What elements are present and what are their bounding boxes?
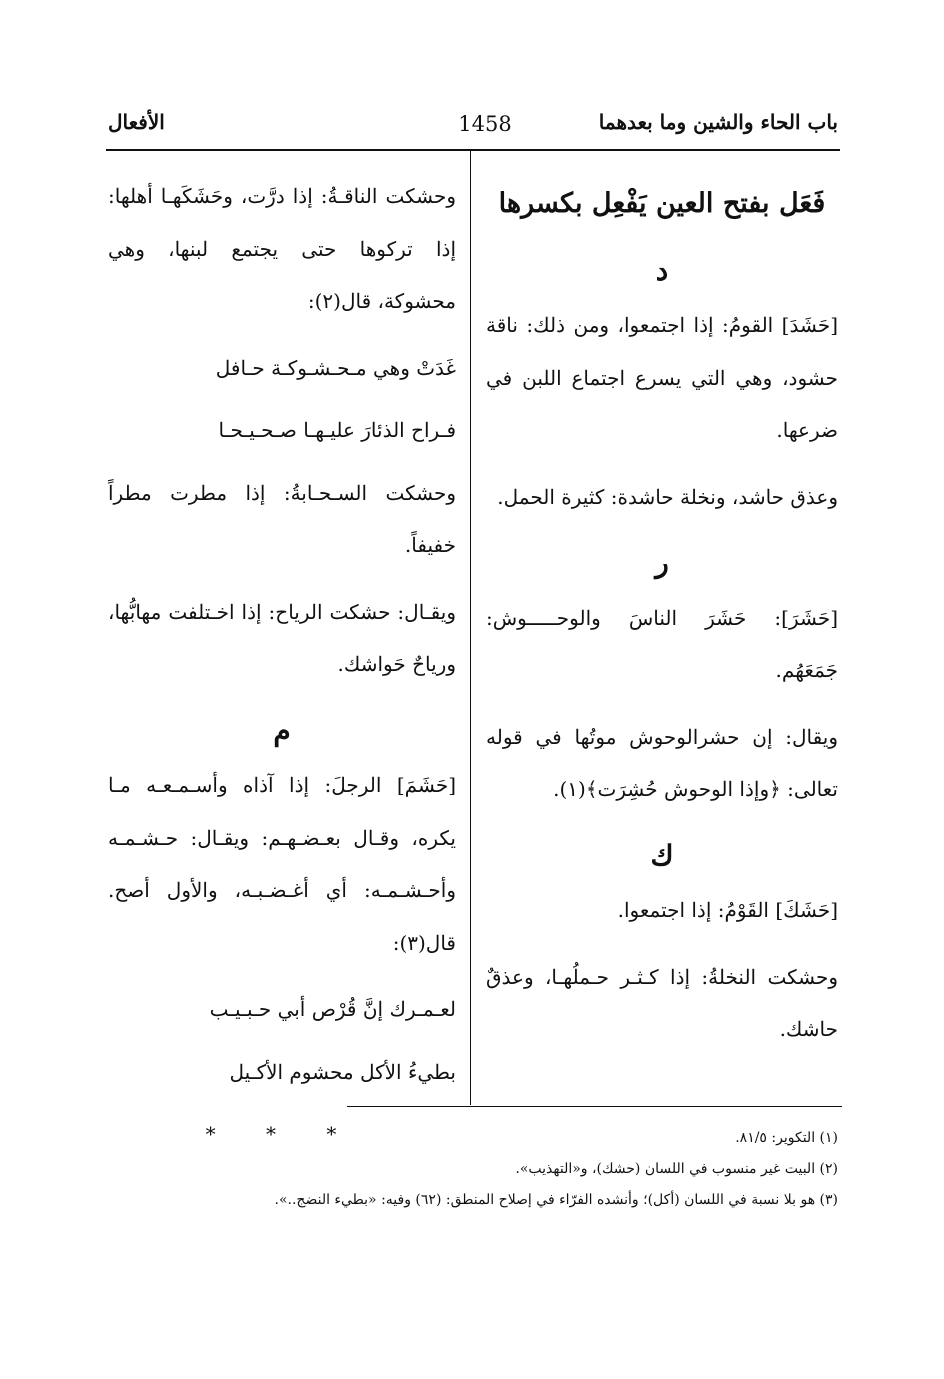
letter-heading-k: ك — [650, 838, 674, 872]
entry-hashakat-nakhla: وحشكت النخلةُ: إذا كـثـر حـملُهـا، وعذقٌ حاشك. — [486, 964, 838, 1041]
column-divider — [470, 151, 471, 1105]
footnote-rule — [347, 1106, 842, 1107]
footnote-1: (١) التكوير: ٨١/٥. — [735, 1130, 838, 1146]
verse-line: بطيءُ الأكل محشوم الأكـيل — [229, 1059, 456, 1084]
pattern-heading: فَعَل بفتح العين يَفْعِل بكسرها — [498, 188, 826, 219]
section-end-stars: * * * — [205, 1122, 359, 1146]
entry-hashama: [حَشَمَ] الرجلَ: إذا آذاه وأسـمـعـه مـا يكره، وقـال بعـضـهـم: ويقـال: حـشـمـه وأحـشـمـه: أي أغـضـبـه، والأول أصح. قال(٣): — [108, 773, 456, 955]
entry-hashr-wuhush: ويقال: إن حشرالوحوش موتُها في قوله تعالى: ﴿وإذا الوحوش حُشِرَت﴾(١). — [486, 724, 838, 801]
footnote-2: (٢) البيت غير منسوب في اللسان (حشك)، و«التهذيب». — [515, 1161, 838, 1177]
entry-hashakat-naqa: وحشكت الناقـةُ: إذا درَّت، وحَشَكَهـا أهلها: إذا تركوها حتى يجتمع لبنها، وهي محشوكة، قال(٢): — [108, 184, 456, 313]
entry-hashaka: [حَشَكَ] القَوْمُ: إذا اجتمعوا. — [617, 898, 838, 922]
entry-hashakat-sahaba: وحشكت السـحـابةُ: إذا مطرت مطراً خفيفاً. — [108, 480, 456, 557]
entry-hashakat-riyah: ويقـال: حشكت الرياح: إذا اخـتلفت مهابُّها، ورياحٌ حَواشك. — [108, 599, 456, 676]
letter-heading-m: م — [273, 713, 291, 747]
header-rule — [106, 149, 840, 151]
letter-heading-r: ر — [655, 546, 669, 579]
entry-hashid: وعذق حاشد، ونخلة حاشدة: كثيرة الحمل. — [497, 484, 838, 509]
entry-hashada: [حَشَدَ] القومُ: إذا اجتمعوا، ومن ذلك: ناقة حشود، وهي التي يسرع اجتماع اللبن في ضرعها. — [486, 313, 838, 442]
chapter-title: باب الحاء والشين وما بعدهما — [598, 110, 838, 134]
entry-hashara: [حَشَرَ]: حَشَرَ الناسَ والوحـــــوش: جَمَعَهُم. — [486, 605, 838, 682]
verse-line: غَدَتْ وهي مـحـشـوكـة حـافل — [215, 355, 456, 380]
page-number: 1458 — [458, 112, 512, 136]
right-column — [486, 178, 838, 1070]
left-column — [108, 170, 456, 1161]
footnote-3: (٣) هو بلا نسبة في اللسان (أكل)؛ وأنشده الفرّاء في إصلاح المنطق: (٦٢) وفيه: «بطيء النضج..». — [274, 1192, 838, 1208]
verse-line: لعـمـرك إنَّ قُرْص أبي حـبـيـب — [209, 997, 456, 1021]
section-title: الأفعال — [108, 110, 165, 134]
verse-line: فـراح الذئارَ عليـهـا صـحـيـحـا — [218, 418, 456, 442]
letter-heading-d: د — [655, 253, 669, 287]
